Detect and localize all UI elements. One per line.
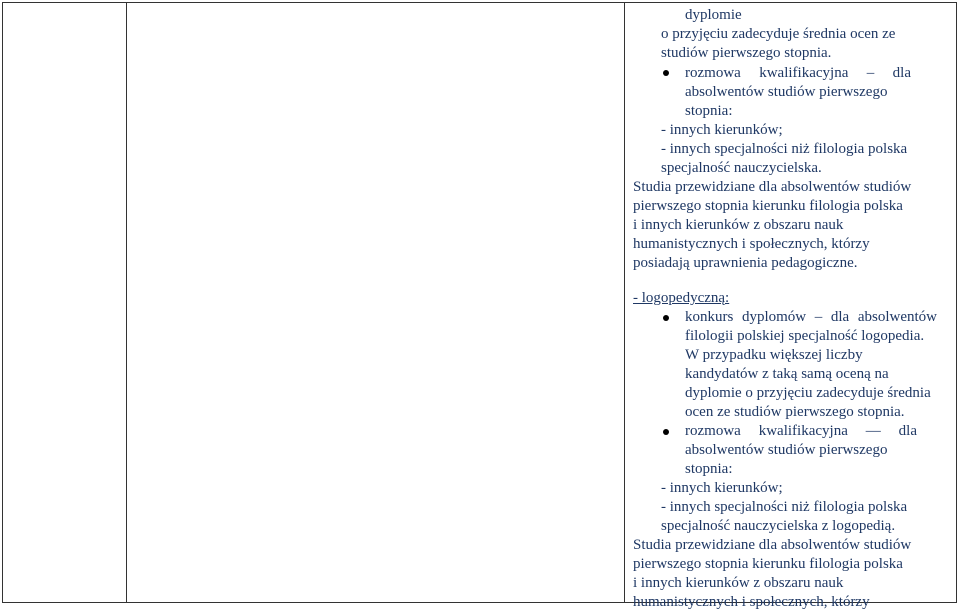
text-line: absolwentów studiów pierwszego — [685, 84, 888, 100]
table-column-2 — [126, 3, 625, 602]
text-line: ocen ze studiów pierwszego stopnia. — [685, 404, 905, 420]
text-line: rozmowa kwalifikacyjna — dla — [685, 423, 917, 439]
text-line: W przypadku większej liczby — [685, 347, 863, 363]
text-line: i innych kierunków z obszaru nauk — [633, 217, 844, 233]
text-line: o przyjęciu zadecyduje średnia ocen ze — [661, 26, 896, 42]
text-line: pierwszego stopnia kierunku filologia polska — [633, 556, 903, 572]
section-heading: - logopedyczną: — [633, 290, 730, 306]
text-line: Studia przewidziane dla absolwentów studiów — [633, 179, 912, 195]
text-line: specjalność nauczycielska z logopedią. — [661, 518, 896, 534]
text-line: absolwentów studiów pierwszego — [685, 442, 888, 458]
text-line: pierwszego stopnia kierunku filologia polska — [633, 198, 903, 214]
text-line: studiów pierwszego stopnia. — [661, 45, 832, 61]
text-line: filologii polskiej specjalność logopedia. — [685, 328, 925, 344]
text-line: - innych specjalności niż filologia polska — [661, 141, 908, 157]
text-line: - innych specjalności niż filologia polska — [661, 499, 908, 515]
table-column-1 — [3, 3, 127, 602]
text-line: - innych kierunków; — [661, 122, 783, 138]
text-line: - innych kierunków; — [661, 480, 783, 496]
text-line: i innych kierunków z obszaru nauk — [633, 575, 844, 591]
text-line: konkurs dyplomów – dla absolwentów — [685, 309, 937, 325]
text-line: kandydatów z taką samą oceną na — [685, 366, 889, 382]
text-line: specjalność nauczycielska. — [661, 160, 822, 176]
bullet-icon — [663, 429, 669, 435]
text-line: humanistycznych i społecznych, którzy — [633, 236, 870, 252]
table-column-3 — [624, 3, 956, 610]
text-line: posiadają uprawnienia pedagogiczne. — [633, 255, 858, 271]
text-line: rozmowa kwalifikacyjna – dla — [685, 65, 911, 81]
text-line: stopnia: — [685, 461, 733, 477]
text-line: dyplomie — [685, 7, 742, 23]
bullet-icon — [663, 70, 669, 76]
text-line: humanistycznych i społecznych, którzy — [633, 594, 870, 610]
document-table — [2, 2, 957, 610]
bullet-icon — [663, 315, 669, 321]
text-line: dyplomie o przyjęciu zadecyduje średnia — [685, 385, 931, 401]
text-line: Studia przewidziane dla absolwentów studiów — [633, 537, 912, 553]
text-line: stopnia: — [685, 103, 733, 119]
